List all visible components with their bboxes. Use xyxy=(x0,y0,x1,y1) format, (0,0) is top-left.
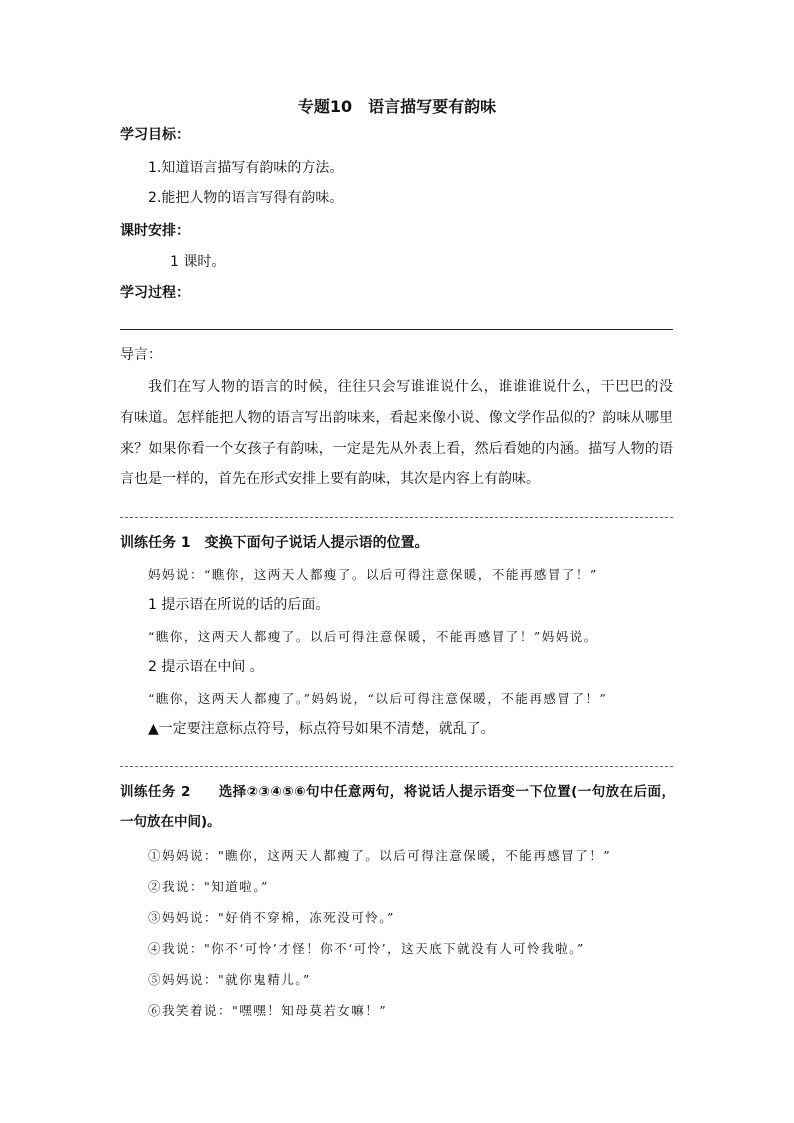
task1-original-sentence: 妈妈说：“瞧你，这两天人都瘦了。以后可得注意保暖，不能再感冒了！” xyxy=(148,567,598,582)
intro-paragraph-line: 我们在写人物的语言的时候，往往只会写谁谁说什么，谁谁谁说什么，干巴巴的没 xyxy=(148,379,673,395)
task1-step2-example: “瞧你，这两天人都瘦了。”妈妈说，“以后可得注意保暖，不能再感冒了！” xyxy=(148,691,608,706)
page-title: 专题10 语言描写要有韵味 xyxy=(297,97,497,116)
task2-sentence: ③妈妈说："好俏不穿棉，冻死没可怜。” xyxy=(148,910,395,925)
task1-step1-label: 1 提示语在所说的话的后面。 xyxy=(148,597,330,613)
schedule-heading: 课时安排： xyxy=(120,223,190,239)
intro-paragraph-line: 言也是一样的，首先在形式安排上要有韵味，其次是内容上有韵味。 xyxy=(120,471,540,487)
dashed-divider xyxy=(120,517,673,518)
task2-sentence: ②我说："知道啦。” xyxy=(148,879,269,894)
intro-paragraph-line: 有味道。怎样能把人物的语言写出韵味来，看起来像小说、像文学作品似的？韵味从哪里 xyxy=(120,410,673,426)
task2-heading-line: 一句放在中间)。 xyxy=(120,814,221,830)
task2-sentence: ⑤妈妈说："就你鬼精儿。” xyxy=(148,972,311,987)
task2-sentence: ①妈妈说："瞧你，这两天人都瘦了。以后可得注意保暖，不能再感冒了！” xyxy=(148,848,612,863)
schedule-text: 1 课时。 xyxy=(170,254,226,270)
task1-step1-example: “瞧你，这两天人都瘦了。以后可得注意保暖，不能再感冒了！”妈妈说。 xyxy=(148,629,598,644)
objective-item: 2.能把人物的语言写得有韵味。 xyxy=(148,190,344,206)
intro-paragraph-line: 来？如果你看一个女孩子有韵味，一定是先从外表上看，然后看她的内涵。描写人物的语 xyxy=(120,441,673,457)
process-heading: 学习过程： xyxy=(120,285,190,301)
task2-sentence: ④我说："你不‘可怜’才怪！你不‘可怜’，这天底下就没有人可怜我啦。” xyxy=(148,941,585,956)
task1-step2-label: 2 提示语在中间 。 xyxy=(148,659,264,675)
task1-heading: 训练任务 1 变换下面句子说话人提示语的位置。 xyxy=(120,535,429,551)
task2-heading-line: 训练任务 2 选择②③④⑤⑥句中任意两句，将说话人提示语变一下位置(一句放在后面， xyxy=(120,784,675,800)
objective-item: 1.知道语言描写有韵味的方法。 xyxy=(148,160,344,176)
task2-sentence: ⑥我笑着说："嘿嘿！知母莫若女嘛！” xyxy=(148,1003,388,1018)
dashed-divider xyxy=(120,766,673,767)
intro-heading: 导言： xyxy=(120,347,162,363)
section-divider xyxy=(120,329,673,330)
objectives-heading: 学习目标： xyxy=(120,127,190,143)
task1-note: ▲一定要注意标点符号，标点符号如果不清楚，就乱了。 xyxy=(148,721,495,737)
